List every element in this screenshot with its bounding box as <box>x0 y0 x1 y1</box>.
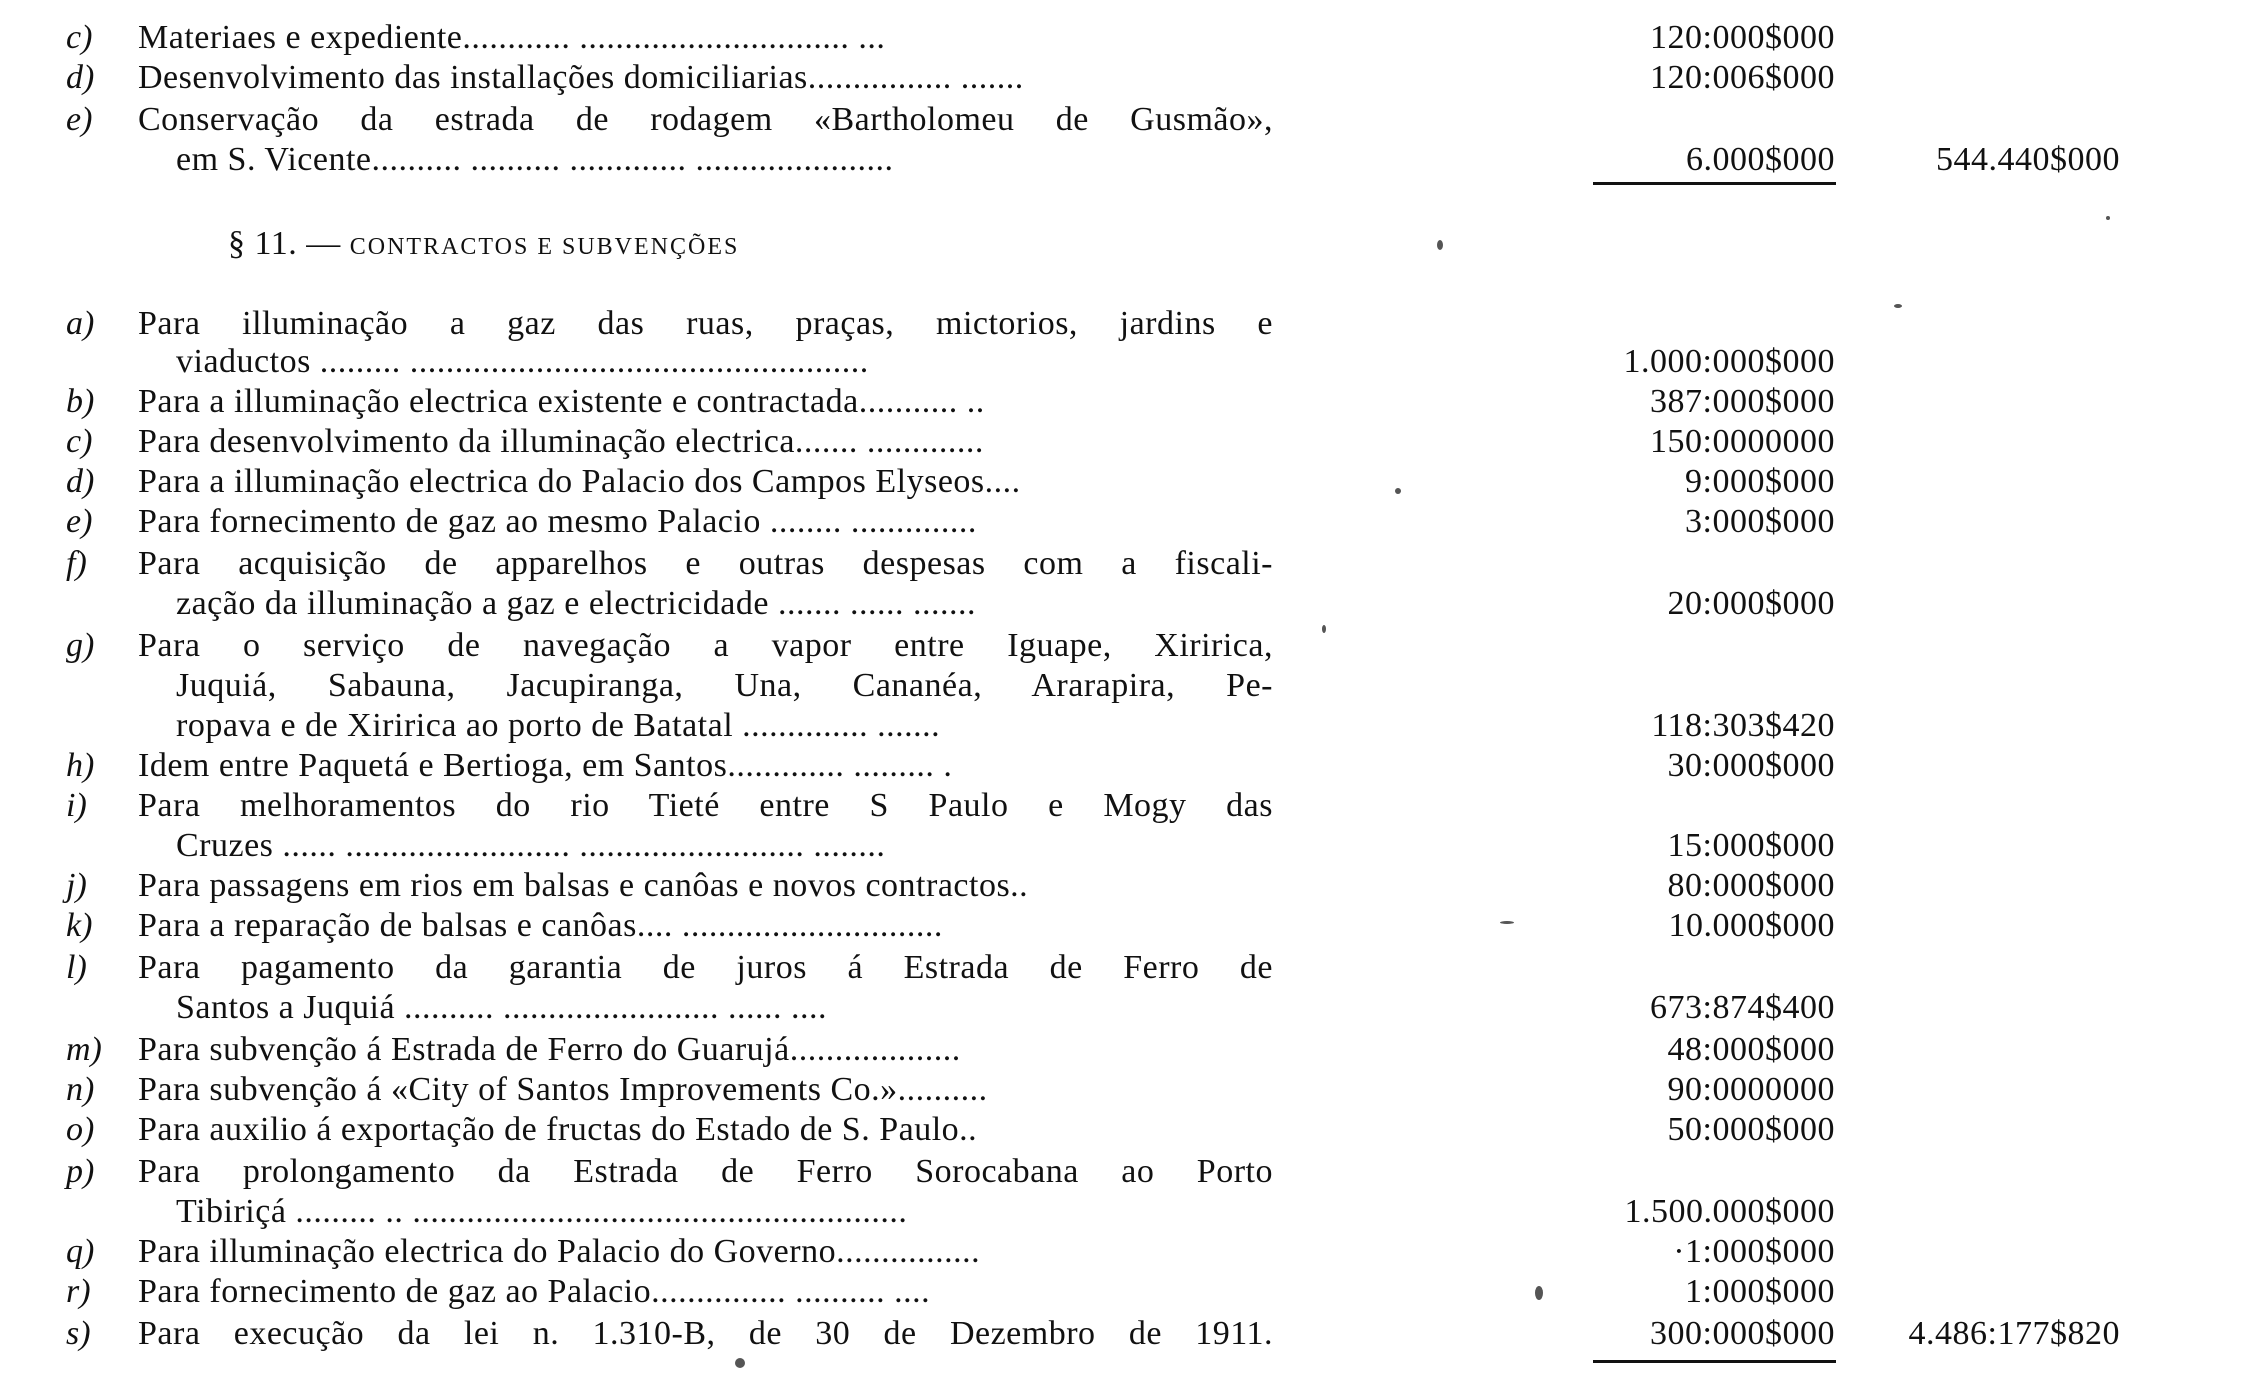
line-item <box>0 826 2255 866</box>
item-description: Para acquisição de apparelhos e outras despesas com a fiscali- <box>138 545 1273 582</box>
line-item <box>0 948 2255 988</box>
subtotal-rule <box>1593 182 1836 185</box>
item-description: Para a illuminação electrica existente e contractada........... .. <box>138 383 985 420</box>
item-amount: 300:000$000 <box>1650 1315 1835 1352</box>
item-letter: a) <box>66 305 95 342</box>
line-item <box>0 304 2255 344</box>
item-amount: ·1:000$000 <box>1673 1233 1835 1270</box>
item-letter: q) <box>66 1233 95 1270</box>
item-letter: b) <box>66 383 95 420</box>
line-item <box>0 1030 2255 1070</box>
item-description: Santos a Juquiá .......... ........................ ...... .... <box>176 989 828 1026</box>
line-item <box>0 1192 2255 1232</box>
item-description: Para illuminação a gaz das ruas, praças, mictorios, jardins e <box>138 305 1273 342</box>
section-symbol: § 11. — <box>228 225 341 262</box>
item-amount: 1.500.000$000 <box>1624 1193 1835 1230</box>
item-letter: i) <box>66 787 87 824</box>
item-amount: 1.000:000$000 <box>1623 343 1835 380</box>
line-item <box>0 1070 2255 1110</box>
item-description: viaductos ......... ................................................... <box>176 343 869 380</box>
line-item <box>0 1152 2255 1192</box>
item-amount: 90:0000000 <box>1667 1071 1835 1108</box>
item-amount: 48:000$000 <box>1667 1031 1835 1068</box>
line-item <box>0 666 2255 706</box>
line-item <box>0 422 2255 462</box>
scan-speck <box>1894 304 1902 308</box>
item-amount: 50:000$000 <box>1667 1111 1835 1148</box>
item-amount: 80:000$000 <box>1667 867 1835 904</box>
item-description: Idem entre Paquetá e Bertioga, em Santos............. ......... . <box>138 747 953 784</box>
item-letter: r) <box>66 1273 91 1310</box>
item-letter: h) <box>66 747 95 784</box>
item-letter: j) <box>66 867 87 904</box>
item-letter: n) <box>66 1071 95 1108</box>
line-item <box>0 58 2255 98</box>
line-item <box>0 1314 2255 1354</box>
item-letter: c) <box>66 423 93 460</box>
item-amount: 9:000$000 <box>1685 463 1835 500</box>
scan-speck <box>1437 240 1443 250</box>
scan-speck <box>1535 1286 1543 1300</box>
item-letter: k) <box>66 907 93 944</box>
item-description: Para subvenção á Estrada de Ferro do Guarujá................... <box>138 1031 961 1068</box>
item-letter: f) <box>66 545 87 582</box>
line-item <box>0 626 2255 666</box>
item-amount: 20:000$000 <box>1667 585 1835 622</box>
item-description: Para prolongamento da Estrada de Ferro Sorocabana ao Porto <box>138 1153 1273 1190</box>
scan-speck <box>735 1358 745 1368</box>
item-amount: 673:874$400 <box>1650 989 1835 1026</box>
item-description: Para a reparação de balsas e canôas.... ............................. <box>138 907 943 944</box>
item-letter: d) <box>66 463 95 500</box>
item-amount: 1:000$000 <box>1685 1273 1835 1310</box>
line-item <box>0 906 2255 946</box>
line-item <box>0 342 2255 382</box>
item-letter: m) <box>66 1031 102 1068</box>
item-letter: g) <box>66 627 95 664</box>
item-description: zação da illuminação a gaz e electricidade ....... ...... ....... <box>176 585 976 622</box>
section-total: 4.486:177$820 <box>1908 1315 2120 1352</box>
line-item <box>0 866 2255 906</box>
item-amount: 3:000$000 <box>1685 503 1835 540</box>
line-item <box>0 18 2255 58</box>
item-description: Para execução da lei n. 1.310-B, de 30 de Dezembro de 1911. <box>138 1315 1273 1352</box>
item-description: Para a illuminação electrica do Palacio dos Campos Elyseos.... <box>138 463 1021 500</box>
item-description: Para o serviço de navegação a vapor entre Iguape, Xiririca, <box>138 627 1273 664</box>
item-description: Para fornecimento de gaz ao mesmo Palacio ........ .............. <box>138 503 977 540</box>
item-letter: s) <box>66 1315 91 1352</box>
item-description: ropava e de Xiririca ao porto de Batatal .............. ....... <box>176 707 941 744</box>
line-item <box>0 140 2255 180</box>
item-letter: c) <box>66 19 93 56</box>
section-title: CONTRACTOS E SUBVENÇÕES <box>349 234 740 260</box>
item-description: Cruzes ...... ......................... ......................... ........ <box>176 827 886 864</box>
line-item <box>0 1110 2255 1150</box>
item-description: Para desenvolvimento da illuminação electrica....... ............. <box>138 423 984 460</box>
item-description: Para subvenção á «City of Santos Improvements Co.».......... <box>138 1071 988 1108</box>
scan-speck <box>1322 625 1326 633</box>
item-amount: 120:000$000 <box>1650 19 1835 56</box>
line-item <box>0 706 2255 746</box>
item-description: Juquiá, Sabauna, Jacupiranga, Una, Cananéa, Ararapira, Pe- <box>176 667 1273 704</box>
item-description: Tibiriçá ......... .. ....................................................... <box>176 1193 908 1230</box>
item-description: Para pagamento da garantia de juros á Estrada de Ferro de <box>138 949 1273 986</box>
item-description: Conservação da estrada de rodagem «Bartholomeu de Gusmão», <box>138 101 1273 138</box>
item-description: Materiaes e expediente............ .............................. ... <box>138 19 886 56</box>
line-item <box>0 462 2255 502</box>
item-description: Desenvolvimento das installações domiciliarias................ ....... <box>138 59 1024 96</box>
line-item <box>0 100 2255 140</box>
line-item <box>0 502 2255 542</box>
subtotal-rule <box>1593 1360 1836 1363</box>
item-letter: p) <box>66 1153 95 1190</box>
item-letter: o) <box>66 1111 95 1148</box>
item-amount: 10.000$000 <box>1668 907 1835 944</box>
line-item <box>0 746 2255 786</box>
item-amount: 118:303$420 <box>1651 707 1835 744</box>
item-letter: e) <box>66 101 93 138</box>
line-item <box>0 988 2255 1028</box>
scan-speck <box>1395 488 1401 494</box>
section-total: 544.440$000 <box>1936 141 2120 178</box>
item-description: Para passagens em rios em balsas e canôas e novos contractos.. <box>138 867 1029 904</box>
line-item <box>0 1272 2255 1312</box>
section-heading <box>228 224 739 264</box>
line-item <box>0 786 2255 826</box>
line-item <box>0 584 2255 624</box>
item-amount: 15:000$000 <box>1667 827 1835 864</box>
scan-speck <box>2106 216 2110 220</box>
item-amount: 30:000$000 <box>1667 747 1835 784</box>
item-amount: 6.000$000 <box>1686 141 1835 178</box>
item-description: Para illuminação electrica do Palacio do Governo................ <box>138 1233 981 1270</box>
item-letter: e) <box>66 503 93 540</box>
item-description: Para auxilio á exportação de fructas do Estado de S. Paulo.. <box>138 1111 978 1148</box>
item-letter: d) <box>66 59 95 96</box>
item-amount: 387:000$000 <box>1650 383 1835 420</box>
item-description: Para fornecimento de gaz ao Palacio............... .......... .... <box>138 1273 931 1310</box>
item-description: em S. Vicente.......... .......... ............. ...................... <box>176 141 894 178</box>
item-amount: 120:006$000 <box>1650 59 1835 96</box>
scan-speck <box>1500 921 1514 924</box>
line-item <box>0 1232 2255 1272</box>
line-item <box>0 382 2255 422</box>
item-amount: 150:0000000 <box>1650 423 1835 460</box>
item-description: Para melhoramentos do rio Tieté entre S Paulo e Mogy das <box>138 787 1273 824</box>
item-letter: l) <box>66 949 87 986</box>
line-item <box>0 544 2255 584</box>
